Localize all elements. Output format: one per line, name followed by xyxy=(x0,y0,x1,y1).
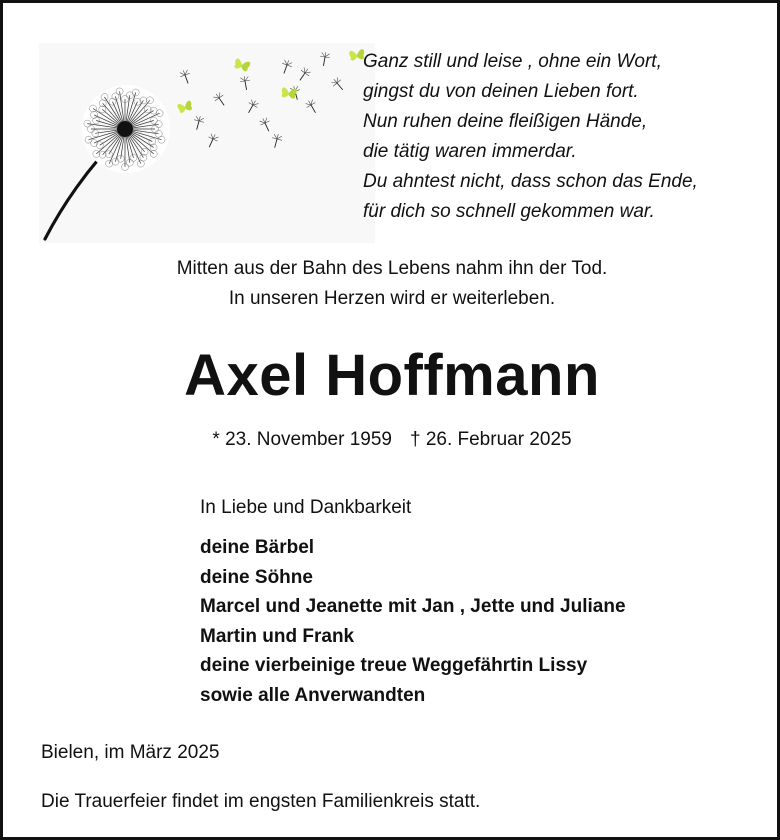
memorial-poem xyxy=(363,47,773,227)
poem-line: die tätig waren immerdar. xyxy=(363,141,577,162)
deceased-name: Axel Hoffmann xyxy=(184,343,600,408)
life-dates xyxy=(3,429,780,451)
poem-line: für dich so schnell gekommen war. xyxy=(363,201,655,222)
poem-line: Du ahntest nicht, dass schon das Ende, xyxy=(363,171,698,192)
mourner-line: sowie alle Anverwandten xyxy=(200,684,426,706)
dandelion-with-butterflies-icon xyxy=(39,43,375,243)
poem-line: Ganz still und leise , ohne ein Wort, xyxy=(363,51,662,72)
mourners-list xyxy=(200,533,626,711)
funeral-note: Die Trauerfeier findet im engsten Familienkreis statt. xyxy=(41,791,481,812)
mourner-line: Marcel und Jeanette mit Jan , Jette und Juliane xyxy=(200,596,626,618)
death-date: † 26. Februar 2025 xyxy=(409,429,572,450)
birth-date: * 23. November 1959 xyxy=(212,429,392,450)
poem-line: gingst du von deinen Lieben fort. xyxy=(363,81,639,102)
intro-line-2: In unseren Herzen wird er weiterleben. xyxy=(228,288,556,309)
mourners-intro: In Liebe und Dankbarkeit xyxy=(200,497,412,518)
mourner-line: Martin und Frank xyxy=(200,625,355,647)
poem-line: Nun ruhen deine fleißigen Hände, xyxy=(363,111,648,132)
place-and-date: Bielen, im März 2025 xyxy=(41,742,220,763)
mourner-line: deine Bärbel xyxy=(200,537,315,558)
intro-line-1: Mitten aus der Bahn des Lebens nahm ihn der Tod. xyxy=(176,258,608,279)
mourner-line: deine Söhne xyxy=(200,566,313,588)
mourner-line: deine vierbeinige treue Weggefährtin Lissy xyxy=(200,655,588,677)
